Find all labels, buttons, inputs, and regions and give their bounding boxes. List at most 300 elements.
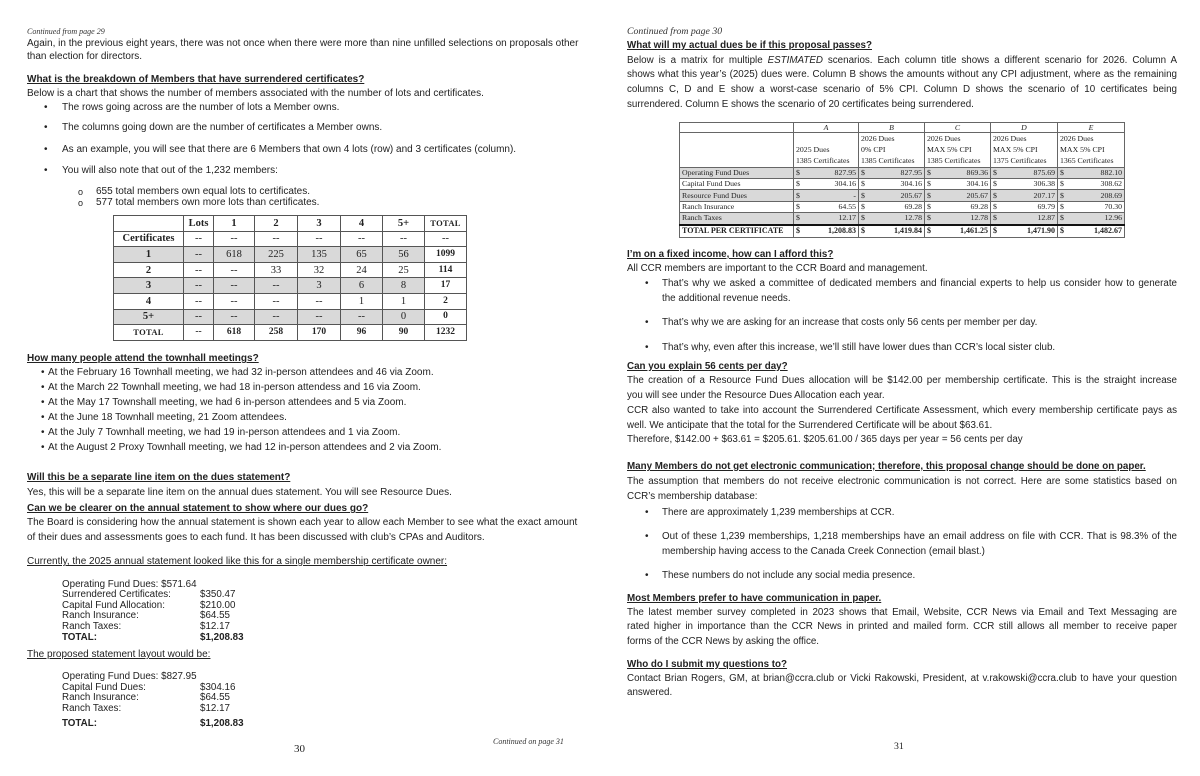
amount: 12.17 [838,213,856,223]
paragraph-line: CCR also wanted to take into account the Surrendered Certificate Assessment, which every membership certificate pays as [627,405,1177,416]
table-cell: 618 [214,325,255,341]
total-cell [794,225,859,238]
lots-certificates-table [113,215,467,341]
breakdown-text: Below is a chart that shows the number of members associated with the number of lots and certificates. [27,88,484,99]
page-number: 31 [894,741,904,752]
amount: 12.96 [1104,213,1122,223]
column-letter: D [991,123,1058,133]
continued-on-note: Continued on page 31 [493,737,564,746]
currency-symbol: $ [861,190,865,200]
empty-cell [680,133,794,168]
column-letter: C [925,123,991,133]
column-title-line: 1365 Certificates [1060,156,1114,166]
column-title-line: 1375 Certificates [993,156,1047,166]
column-letter: B [859,123,925,133]
amount: 207.17 [1033,190,1055,200]
currency-symbol: $ [927,167,931,177]
table-cell: 56 [383,247,425,263]
table-cell [925,178,991,189]
table-cell [1058,178,1125,189]
table-cell: -- [255,293,298,309]
statement-value: $64.55 [200,610,230,621]
row-label: Ranch Insurance [680,201,794,212]
currency-symbol: $ [993,201,997,211]
currency-symbol: $ [1060,179,1064,189]
amount: 64.55 [838,201,856,211]
paragraph-line: The assumption that members do not receive electronic communication is not correct. Here are some statistics based on [627,476,1177,487]
bullet-icon: • [41,382,45,393]
section-heading-paper: Most Members prefer to have communication in paper. [627,593,882,604]
page-number: 30 [294,743,305,755]
statement-value: $64.55 [200,692,230,703]
section-heading-56-cents: Can you explain 56 cents per day? [627,361,788,372]
statement-value: $12.17 [200,620,230,632]
column-title [991,133,1058,168]
column-title-line: 0% CPI [861,145,886,155]
amount: 882.10 [1100,167,1122,177]
dues-scenario-matrix [679,122,1125,238]
table-header-row [114,216,467,232]
column-title-line: MAX 5% CPI [1060,145,1105,155]
column-title [859,133,925,168]
table-cell: -- [298,309,341,325]
row-label: 2 [114,262,184,278]
table-cell: -- [255,231,298,247]
townhall-item: At the July 7 Townhall meeting, we had 19 in-person attendees and 1 via Zoom. [48,427,401,438]
bullet-icon: • [44,144,48,155]
table-cell: -- [214,309,255,325]
table-cell: 90 [383,325,425,341]
paragraph-line: well. We anticipate that the total for the Surrendered Certificate will be about $63.61. [627,420,993,431]
table-cell: -- [184,293,214,309]
row-label: Resource Fund Dues [680,190,794,201]
table-row [680,213,1125,225]
bullet-icon: • [645,278,649,289]
paragraph-line: CCR’s membership database: [627,491,758,502]
paragraph-line: forms of the CCR News by asking the office. [627,636,820,647]
currency-symbol: $ [861,167,865,177]
table-cell [794,190,859,201]
table-cell [991,190,1058,201]
table-cell: -- [214,293,255,309]
currency-symbol: $ [993,179,997,189]
table-row [680,201,1125,212]
row-total-cell: 1099 [425,247,467,263]
currency-symbol: $ [1060,190,1064,200]
table-cell: -- [184,278,214,294]
list-item: The columns going down are the number of certificates a Member owns. [62,122,383,133]
column-title-line: 2026 Dues [993,134,1027,143]
currency-symbol: $ [927,226,931,236]
bullet-icon: • [41,427,45,438]
paragraph-line: you will see under the Resource Dues Allocation each year. [627,390,885,401]
table-row [114,231,467,247]
statement-value: $12.17 [200,702,230,714]
table-header-cell [114,216,184,232]
list-item: That’s why, even after this increase, we’ll still have lower dues than CCR’s local sister club. [662,342,1056,353]
table-cell: 33 [255,262,298,278]
table-cell: 25 [383,262,425,278]
bullet-icon: • [44,122,48,133]
bullet-icon: • [44,165,48,176]
table-cell [925,213,991,225]
table-header-cell: 1 [214,216,255,232]
table-cell: -- [184,309,214,325]
row-label: TOTAL PER CERTIFICATE [680,225,794,238]
list-item: That’s why we asked a committee of dedicated members and financial experts to help us consider how to generate [662,278,1177,289]
currency-symbol: $ [796,190,800,200]
list-item: As an example, you will see that there are 6 Members that own 4 lots (row) and 3 certificates (column). [62,144,517,155]
table-cell [859,213,925,225]
currency-symbol: $ [1060,167,1064,177]
row-label: Operating Fund Dues [680,167,794,178]
column-title-line: 2025 Dues [796,145,830,155]
table-cell: -- [184,247,214,263]
currency-symbol: $ [796,226,800,236]
row-total-cell: 17 [425,278,467,294]
table-cell [925,167,991,178]
currency-symbol: $ [796,167,800,177]
total-cell [991,225,1058,238]
table-cell: 3 [298,278,341,294]
bullet-icon: • [645,531,649,542]
currency-symbol: $ [861,226,865,236]
table-cell [925,201,991,212]
clearer-text-line: of their dues and assessments goes to each fund. It has been discussed with club’s CPAs and Auditors. [27,532,485,543]
column-title-line: 1385 Certificates [796,156,850,166]
table-row [114,309,467,325]
amount: 827.95 [834,167,856,177]
currency-symbol: $ [993,190,997,200]
amount: 304.16 [966,179,988,189]
paragraph-line: rated higher in importance than the CCR News in printed and mailed form. CCR still allows all member to receive paper [627,621,1177,632]
table-header-cell: 5+ [383,216,425,232]
row-label: Capital Fund Dues [680,178,794,189]
amount: 1,208.83 [828,226,856,236]
column-title-line: MAX 5% CPI [993,145,1038,155]
statement-label: TOTAL: [62,717,98,729]
amount: 1,471.90 [1027,226,1055,236]
table-cell: 8 [383,278,425,294]
section-heading-breakdown: What is the breakdown of Members that have surrendered certificates? [27,74,365,85]
table-cell [1058,213,1125,225]
currency-symbol: $ [796,201,800,211]
townhall-item: At the June 18 Townhall meeting, 21 Zoom attendees. [48,412,287,423]
table-cell: 65 [341,247,383,263]
paragraph-line: Therefore, $142.00 + $63.61 = $205.61. $205.61.00 / 365 days per year = 56 cents per day [627,434,1023,445]
dues-intro-text: Below is a matrix for multiple [627,55,768,66]
currency-symbol: $ [796,179,800,189]
current-statement-caption: Currently, the 2025 annual statement looked like this for a single membership certificate owner: [27,556,448,567]
intro-line: Again, in the previous eight years, there was not once when there were more than nine unfilled selections on proposals other [27,38,579,49]
table-cell: -- [184,231,214,247]
column-letter-row [680,123,1125,133]
table-row [680,178,1125,189]
table-cell [859,190,925,201]
column-letter: E [1058,123,1125,133]
statement-value: $210.00 [200,599,236,611]
table-row [680,167,1125,178]
townhall-item: At the February 16 Townhall meeting, we had 32 in-person attendees and 46 via Zoom. [48,367,434,378]
table-row [114,293,467,309]
section-heading-line-item: Will this be a separate line item on the dues statement? [27,472,291,483]
list-item: That’s why we are asking for an increase that costs only 56 cents per member per day. [662,317,1038,328]
statement-row [62,704,322,715]
line-item-text: Yes, this will be a separate line item on the annual dues statement. You will see Resource Dues. [27,487,452,498]
row-label: 4 [114,293,184,309]
section-heading-dues: What will my actual dues be if this proposal passes? [627,40,872,51]
statement-label: Ranch Taxes: [62,702,122,714]
list-item: These numbers do not include any social media presence. [662,570,916,581]
list-item: There are approximately 1,239 memberships at CCR. [662,507,895,518]
row-label: 5+ [114,309,184,325]
table-cell: 1 [341,293,383,309]
list-item-continuation: the additional revenue needs. [662,293,791,304]
statement-total-row [62,633,322,644]
currency-symbol: $ [1060,201,1064,211]
amount: 70.30 [1104,201,1122,211]
dues-intro-line: columns C, D and E show a worst-case scenario of 5% CPI. Column D shows the scenario of 10 certificates being [627,84,1177,95]
statement-label: Capital Fund Allocation: [62,599,165,611]
townhall-item: At the May 17 Townshall meeting, we had 6 in-person attendees and 5 via Zoom. [48,397,407,408]
table-cell: -- [214,278,255,294]
amount: 69.79 [1037,201,1055,211]
table-cell [1058,167,1125,178]
column-title-line: 2026 Dues [927,134,961,143]
table-cell: 135 [298,247,341,263]
amount: 306.38 [1033,179,1055,189]
bullet-icon: • [41,412,45,423]
statement-value: $350.47 [200,589,236,600]
currency-symbol: $ [993,226,997,236]
table-cell: 96 [341,325,383,341]
currency-symbol: $ [861,201,865,211]
sub-list-item: 655 total members own equal lots to certificates. [96,186,310,197]
townhall-item: At the August 2 Proxy Townhall meeting, we had 12 in-person attendees and 2 via Zoom. [48,442,442,453]
statement-label: Ranch Insurance: [62,692,139,703]
amount: 69.28 [970,201,988,211]
statement-label: Ranch Taxes: [62,620,122,632]
statement-total-row [62,719,322,730]
bullet-icon: • [645,342,649,353]
bullet-icon: • [44,102,48,113]
row-total-cell: 0 [425,309,467,325]
column-title-line: 2026 Dues [1060,134,1094,143]
section-heading-fixed-income: I’m on a fixed income, how can I afford this? [627,249,834,260]
table-cell: 0 [383,309,425,325]
grand-total-cell: 1232 [425,325,467,341]
bullet-icon: • [41,442,45,453]
bullet-icon: • [645,507,649,518]
sub-list-item: 577 total members own more lots than certificates. [96,197,320,208]
list-item: The rows going across are the number of lots a Member owns. [62,102,340,113]
bullet-icon: • [41,367,45,378]
list-item-continuation: membership having access to the Canada Creek Connection (email blast.) [662,546,985,557]
estimated-emphasis: ESTIMATED [767,55,823,66]
currency-symbol: $ [796,213,800,223]
table-cell: 24 [341,262,383,278]
row-label: 1 [114,247,184,263]
table-cell: -- [255,309,298,325]
bullet-icon: • [41,397,45,408]
amount: 1,419.84 [894,226,922,236]
table-cell [991,167,1058,178]
statement-value: $827.95 [161,671,197,682]
total-cell [859,225,925,238]
dues-intro-line [627,54,1177,68]
column-title-row [680,133,1125,168]
amount: 308.62 [1100,179,1122,189]
column-title-line: 2026 Dues [861,134,895,143]
section-heading-clearer: Can we be clearer on the annual statement to show where our dues go? [27,503,369,514]
table-cell: 6 [341,278,383,294]
amount: 205.67 [900,190,922,200]
statement-value: $1,208.83 [200,631,244,643]
row-label: TOTAL [114,325,184,341]
table-cell [794,167,859,178]
sub-bullet-icon: o [78,198,84,208]
list-item: Out of these 1,239 memberships, 1,218 memberships have an email address on file with CCR. That is 98.3% of the [662,531,1177,542]
statement-label: Operating Fund Dues: [62,579,159,590]
bullet-icon: • [645,317,649,328]
table-row [114,262,467,278]
row-total-cell: 2 [425,293,467,309]
amount: 1,461.25 [960,226,988,236]
amount: 205.67 [966,190,988,200]
amount: 875.69 [1033,167,1055,177]
table-cell: 170 [298,325,341,341]
amount: 208.69 [1100,190,1122,200]
amount: 304.16 [834,179,856,189]
table-cell: 618 [214,247,255,263]
column-letter: A [794,123,859,133]
amount: 1,482.67 [1094,226,1122,236]
table-cell: -- [298,231,341,247]
table-cell [991,178,1058,189]
statement-label: Ranch Insurance: [62,610,139,621]
table-header-cell: TOTAL [425,216,467,232]
statement-label: TOTAL: [62,631,98,643]
currency-symbol: $ [927,213,931,223]
table-header-cell: 4 [341,216,383,232]
column-title [794,133,859,168]
empty-cell [680,123,794,133]
amount: 69.28 [904,201,922,211]
table-cell: -- [341,309,383,325]
currency-symbol: $ [861,213,865,223]
statement-label: Capital Fund Dues: [62,681,146,693]
table-cell: 225 [255,247,298,263]
table-total-row [680,225,1125,238]
dues-intro-line: surrendered. Column E shows the scenario of 20 certificates being surrendered. [627,99,974,110]
currency-symbol: $ [1060,213,1064,223]
section-heading-electronic: Many Members do not get electronic communication; therefore, this proposal change should be done on paper. [627,461,1146,472]
clearer-text-line: The Board is considering how the annual statement is shown each year to allow each Member to see what the exact amount [27,517,578,528]
list-item: You will also note that out of the 1,232 members: [62,165,278,176]
table-cell [859,167,925,178]
currency-symbol: $ [861,179,865,189]
table-cell: -- [383,231,425,247]
statement-value: $571.64 [161,579,197,590]
contact-line: answered. [627,687,673,698]
table-cell [1058,201,1125,212]
statement-label: Surrendered Certificates: [62,589,171,600]
table-cell [859,178,925,189]
column-title-line: MAX 5% CPI [927,145,972,155]
intro-line: than election for directors. [27,51,143,62]
table-row [680,190,1125,201]
table-cell: 1 [383,293,425,309]
bullet-icon: • [645,570,649,581]
table-cell [859,201,925,212]
amount: 827.95 [900,167,922,177]
table-header-cell: 3 [298,216,341,232]
table-cell: -- [184,262,214,278]
table-header-cell: Lots [184,216,214,232]
table-cell: -- [341,231,383,247]
table-header-cell: 2 [255,216,298,232]
dues-intro-line: shows what this year’s (2025) dues were. Column B shows the amounts without any CPI adjustment, where as the remaining [627,69,1177,80]
row-total-cell: 114 [425,262,467,278]
table-cell: 258 [255,325,298,341]
currency-symbol: $ [927,190,931,200]
currency-symbol: $ [993,167,997,177]
statement-value: $304.16 [200,681,236,693]
total-cell [925,225,991,238]
table-cell [794,178,859,189]
contact-line: Contact Brian Rogers, GM, at brian@ccra.club or Vicki Rakowski, President, at v.rakowski@ccra.club to have your question [627,673,1177,684]
total-cell [1058,225,1125,238]
sub-bullet-icon: o [78,187,84,197]
table-cell: 32 [298,262,341,278]
paragraph-line: The creation of a Resource Fund Dues allocation will be $142.00 per membership certificate. This is the straight increase [627,375,1177,386]
section-heading-townhall: How many people attend the townhall meetings? [27,353,259,364]
table-cell: -- [214,231,255,247]
continued-from-note: Continued from page 29 [27,27,105,36]
table-cell [925,190,991,201]
table-cell [991,213,1058,225]
column-title [1058,133,1125,168]
table-cell [991,201,1058,212]
table-row [114,247,467,263]
paragraph-line: The latest member survey completed in 2023 shows that Email, Website, CCR News via Email and Text Messaging are [627,607,1177,618]
table-row [114,278,467,294]
column-title-line [796,133,856,144]
proposed-statement-caption: The proposed statement layout would be: [27,649,211,660]
amount: 12.78 [904,213,922,223]
amount: 304.16 [900,179,922,189]
table-cell: -- [425,231,467,247]
dues-intro-text: scenarios. Each column title shows a different scenario for 2026. Column A [822,55,1177,66]
amount: - [853,190,856,200]
statement-row [62,622,322,633]
currency-symbol: $ [993,213,997,223]
statement-value: $1,208.83 [200,717,244,729]
currency-symbol: $ [927,179,931,189]
continued-from-note: Continued from page 30 [627,26,723,37]
row-label: Ranch Taxes [680,213,794,225]
column-title [925,133,991,168]
row-label: 3 [114,278,184,294]
amount: 12.78 [970,213,988,223]
statement-label: Operating Fund Dues: [62,671,159,682]
column-title-line: 1385 Certificates [927,156,981,166]
currency-symbol: $ [1060,226,1064,236]
amount: 12.87 [1037,213,1055,223]
table-cell: -- [255,278,298,294]
fixed-income-text: All CCR members are important to the CCR Board and management. [627,263,928,274]
section-heading-questions: Who do I submit my questions to? [627,659,788,670]
